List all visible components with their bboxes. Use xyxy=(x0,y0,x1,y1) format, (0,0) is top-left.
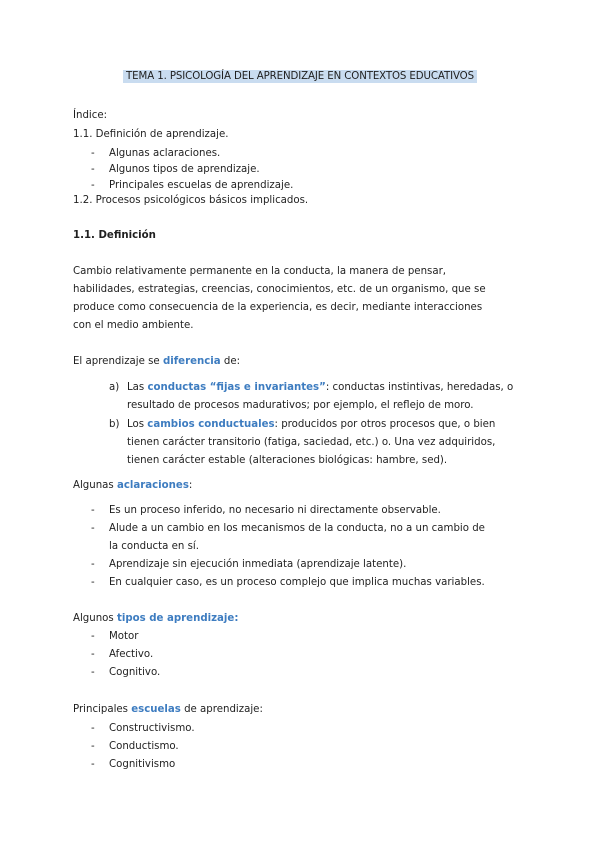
bullet-dash: - xyxy=(91,180,95,191)
highlight-term: tipos de aprendizaje xyxy=(116,613,235,624)
index-subitem: Principales escuelas de aprendizaje. xyxy=(109,180,294,191)
document-title: TEMA 1. PSICOLOGÍA DEL APRENDIZAJE EN CONTEXTOS EDUCATIVOS xyxy=(123,70,477,83)
section-heading: 1.1. Definición xyxy=(73,230,156,241)
list-marker: b) xyxy=(109,419,120,430)
text: de: xyxy=(220,356,241,367)
index-heading: Índice: xyxy=(73,110,108,121)
text: Algunos xyxy=(73,613,117,624)
text: El aprendizaje se xyxy=(73,356,163,367)
bullet-dash: - xyxy=(91,523,95,534)
text: : producidos por otros procesos que, o bien xyxy=(274,419,496,430)
school-item: Cognitivismo xyxy=(109,759,176,770)
bullet-dash: - xyxy=(91,649,95,660)
definition-line: habilidades, estrategias, creencias, conocimientos, etc. de un organismo, que se xyxy=(73,284,486,295)
bullet-dash: - xyxy=(91,505,95,516)
index-item-2: 1.2. Procesos psicológicos básicos implicados. xyxy=(73,195,309,206)
text: Los xyxy=(127,419,148,430)
type-item: Motor xyxy=(109,631,139,642)
bullet-dash: - xyxy=(91,559,95,570)
text: Principales xyxy=(73,704,132,715)
bullet-dash: - xyxy=(91,631,95,642)
clarification-item: En cualquier caso, es un proceso complejo que implica muchas variables. xyxy=(109,577,485,588)
definition-line: Cambio relativamente permanente en la conducta, la manera de pensar, xyxy=(73,266,447,277)
text: Las xyxy=(127,382,148,393)
highlight-term: aclaraciones xyxy=(116,480,189,491)
text: de aprendizaje: xyxy=(180,704,263,715)
difference-b-line2: tienen carácter transitorio (fatiga, saciedad, etc.) o. Una vez adquiridos, xyxy=(127,437,496,448)
school-item: Constructivismo. xyxy=(109,723,195,734)
clarification-item: Es un proceso inferido, no necesario ni directamente observable. xyxy=(109,505,441,516)
text: : xyxy=(188,480,193,491)
highlight-term: cambios conductuales xyxy=(147,419,275,430)
highlight-term: escuelas xyxy=(131,704,181,715)
highlight-term: diferencia xyxy=(162,356,221,367)
type-item: Afectivo. xyxy=(109,649,154,660)
bullet-dash: - xyxy=(91,667,95,678)
bullet-dash: - xyxy=(91,164,95,175)
schools-heading xyxy=(73,704,263,715)
difference-a xyxy=(127,382,513,393)
list-marker: a) xyxy=(109,382,120,393)
clarifications-heading xyxy=(73,480,192,491)
type-item: Cognitivo. xyxy=(109,667,161,678)
difference-a-line2: resultado de procesos madurativos; por ejemplo, el reflejo de moro. xyxy=(127,400,474,411)
text: Algunas xyxy=(73,480,117,491)
highlight-term: conductas “fijas e invariantes” xyxy=(147,382,326,393)
definition-line: con el medio ambiente. xyxy=(73,320,194,331)
title-wrap xyxy=(0,70,600,83)
bullet-dash: - xyxy=(91,577,95,588)
index-item-1: 1.1. Definición de aprendizaje. xyxy=(73,129,229,140)
bullet-dash: - xyxy=(91,723,95,734)
bullet-dash: - xyxy=(91,148,95,159)
school-item: Conductismo. xyxy=(109,741,179,752)
types-heading xyxy=(73,613,238,624)
clarification-item: Aprendizaje sin ejecución inmediata (aprendizaje latente). xyxy=(109,559,407,570)
bullet-dash: - xyxy=(91,741,95,752)
clarification-item-cont: la conducta en sí. xyxy=(109,541,199,552)
difference-intro xyxy=(73,356,240,367)
index-subitem: Algunas aclaraciones. xyxy=(109,148,221,159)
text: : conductas instintivas, heredadas, o xyxy=(325,382,514,393)
difference-b xyxy=(127,419,495,430)
index-subitem: Algunos tipos de aprendizaje. xyxy=(109,164,260,175)
clarification-item: Alude a un cambio en los mecanismos de la conducta, no a un cambio de xyxy=(109,523,485,534)
difference-b-line3: tienen carácter estable (alteraciones biológicas: hambre, sed). xyxy=(127,455,448,466)
definition-line: produce como consecuencia de la experiencia, es decir, mediante interacciones xyxy=(73,302,483,313)
bullet-dash: - xyxy=(91,759,95,770)
text: : xyxy=(234,613,239,624)
